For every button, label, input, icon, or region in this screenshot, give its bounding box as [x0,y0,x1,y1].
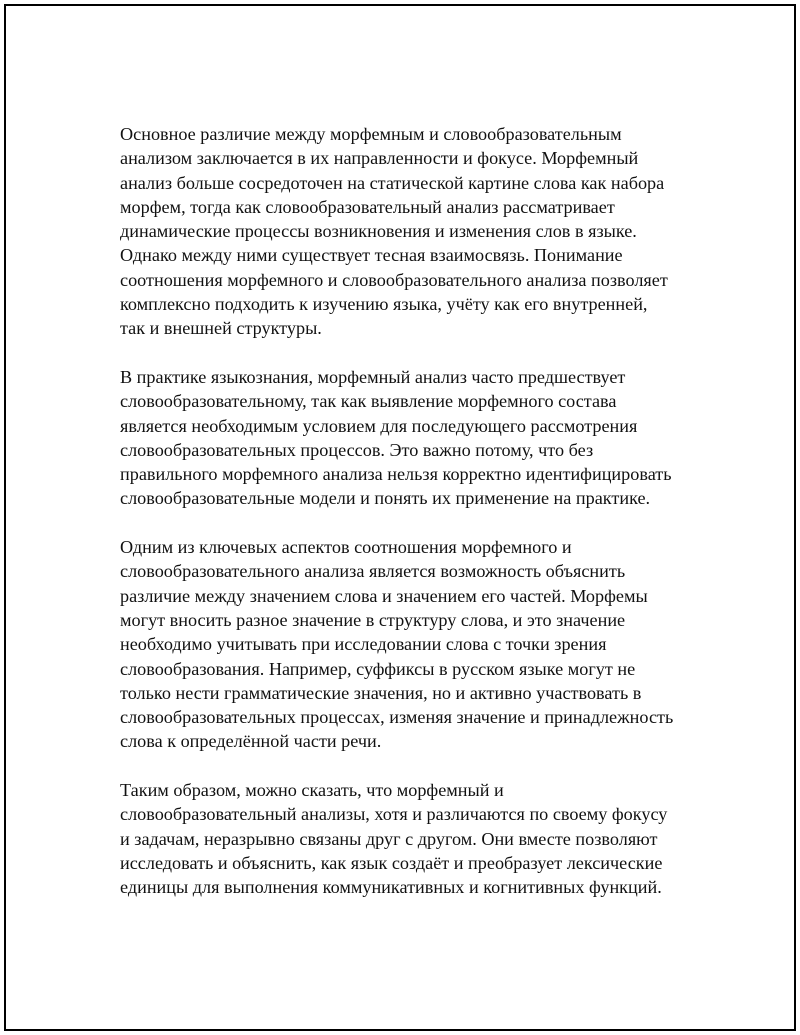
paragraph-1: Основное различие между морфемным и словообразовательным анализом заключается в их направленности и фокусе. Морфемный анализ больше сосредоточен на статической картине слова как набора морфем, тогда как словообразовательный анализ рассматривает динамические процессы возникновения и изменения слов в языке. Однако между ними существует тесная взаимосвязь. Понимание соотношения морфемного и словообразовательного анализа позволяет комплексно подходить к изучению языка, учёту как его внутренней, так и внешней структуры. [120,124,668,339]
paragraph-4: Таким образом, можно сказать, что морфемный и словообразовательный анализы, хотя и различаются по своему фокусу и задачам, неразрывно связаны друг с другом. Они вместе позволяют исследовать и объяснить, как язык создаёт и преобразует лексические единицы для выполнения коммуникативных и когнитивных функций. [120,780,668,898]
paragraph-3: Одним из ключевых аспектов соотношения морфемного и словообразовательного анализа является возможность объяснить различие между значением слова и значением его частей. Морфемы могут вносить разное значение в структуру слова, и это значение необходимо учитывать при исследовании слова с точки зрения словообразования. Например, суффиксы в русском языке могут не только нести грамматические значения, но и активно участвовать в словообразовательных процессах, изменяя значение и принадлежность слова к определённой части речи. [120,537,674,752]
document-body [120,122,700,900]
paragraph-2: В практике языкознания, морфемный анализ часто предшествует словообразовательному, так как выявление морфемного состава является необходимым условием для последующего рассмотрения словообразовательных процессов. Это важно потому, что без правильного морфемного анализа нельзя корректно идентифицировать словообразовательные модели и понять их применение на практике. [120,366,672,509]
page-frame [4,4,796,1031]
